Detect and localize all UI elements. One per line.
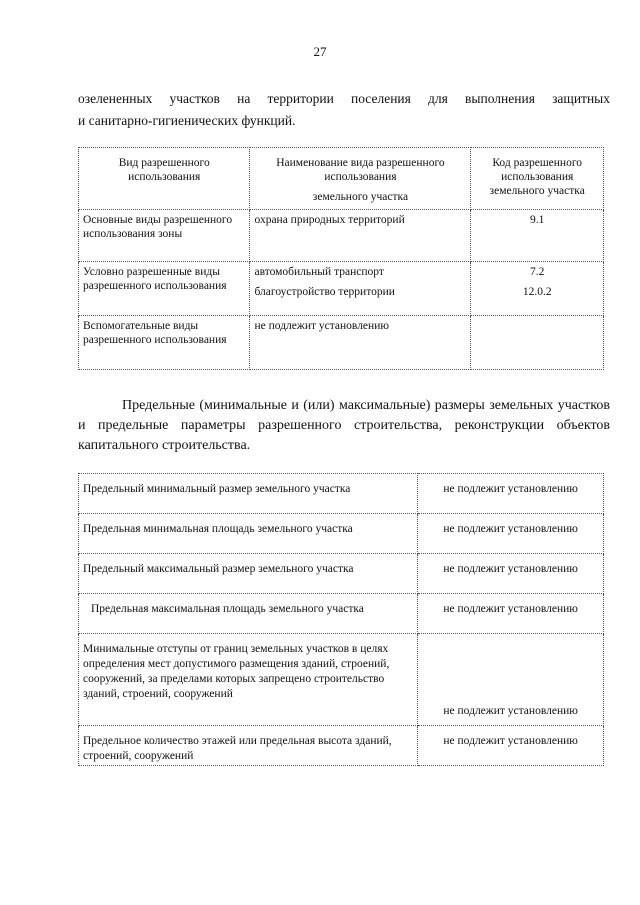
use-code: 12.0.2: [522, 286, 552, 298]
table-row: [79, 514, 604, 554]
use-name: благоустройство территории: [254, 286, 395, 298]
use-code: 7.2: [530, 266, 545, 278]
parameter-cell: Предельное количество этажей или предельная высота зданий, строений, сооружений: [79, 726, 418, 766]
header-use-name: [250, 148, 471, 210]
use-kind-cell: Основные виды разрешенного использования зоны: [79, 210, 250, 262]
table-row: [79, 554, 604, 594]
parameter-cell: Предельная минимальная площадь земельного участка: [79, 514, 418, 554]
use-code-cell: [471, 210, 604, 262]
parameter-cell: Минимальные отступы от границ земельных участков в целях определения мест допустимого размещения зданий, строений, сооружений, за пределами которых запрещено строительство зданий, строений, сооружений: [79, 634, 418, 726]
use-kind-cell: Условно разрешенные виды разрешенного использования: [79, 262, 250, 316]
parameter-cell: Предельный минимальный размер земельного участка: [79, 474, 418, 514]
table-row: [79, 262, 604, 316]
table-row: [79, 634, 604, 726]
use-name-cell: [250, 262, 471, 316]
intro-paragraph: [78, 88, 610, 132]
parameter-cell: Предельный максимальный размер земельного участка: [79, 554, 418, 594]
table-row: [79, 594, 604, 634]
use-code: 9.1: [530, 214, 545, 226]
use-code-cell: [471, 316, 604, 370]
value-cell: не подлежит установлению: [418, 726, 604, 766]
intro-line-2: и санитарно-гигиенических функций.: [78, 113, 296, 128]
value-cell: не подлежит установлению: [418, 514, 604, 554]
table-row: [79, 316, 604, 370]
header-use-name-line2: земельного участка: [312, 191, 409, 203]
table-header-row: [79, 148, 604, 210]
intro-line-1: озелененных участков на территории поселения для выполнения защитных: [78, 91, 610, 106]
permitted-uses-table: [78, 147, 604, 370]
value-cell: не подлежит установлению: [418, 594, 604, 634]
use-kind-cell: Вспомогательные виды разрешенного использования: [79, 316, 250, 370]
use-name: не подлежит установлению: [254, 320, 389, 332]
table-row: [79, 726, 604, 766]
use-name: автомобильный транспорт: [254, 266, 384, 278]
table-row: [79, 210, 604, 262]
use-code-cell: [471, 262, 604, 316]
use-name-cell: [250, 210, 471, 262]
value-cell: не подлежит установлению: [418, 474, 604, 514]
header-use-kind: Вид разрешенного использования: [79, 148, 250, 210]
page-number: 27: [313, 44, 327, 59]
section-title: Предельные (минимальные и (или) максимальные) размеры земельных участков и предельные параметры разрешенного строительства, реконструкции объектов капитального строительства.: [78, 398, 610, 453]
value-cell: не подлежит установлению: [418, 554, 604, 594]
value-cell: не подлежит установлению: [418, 634, 604, 726]
use-name: охрана природных территорий: [254, 214, 405, 226]
table-row: [79, 474, 604, 514]
parameter-cell: Предельная максимальная площадь земельного участка: [79, 594, 418, 634]
parameters-table: [78, 473, 604, 766]
header-use-code: Код разрешенного использования земельного участка: [471, 148, 604, 210]
use-name-cell: [250, 316, 471, 370]
header-use-name-line1: Наименование вида разрешенного использования: [276, 157, 445, 183]
